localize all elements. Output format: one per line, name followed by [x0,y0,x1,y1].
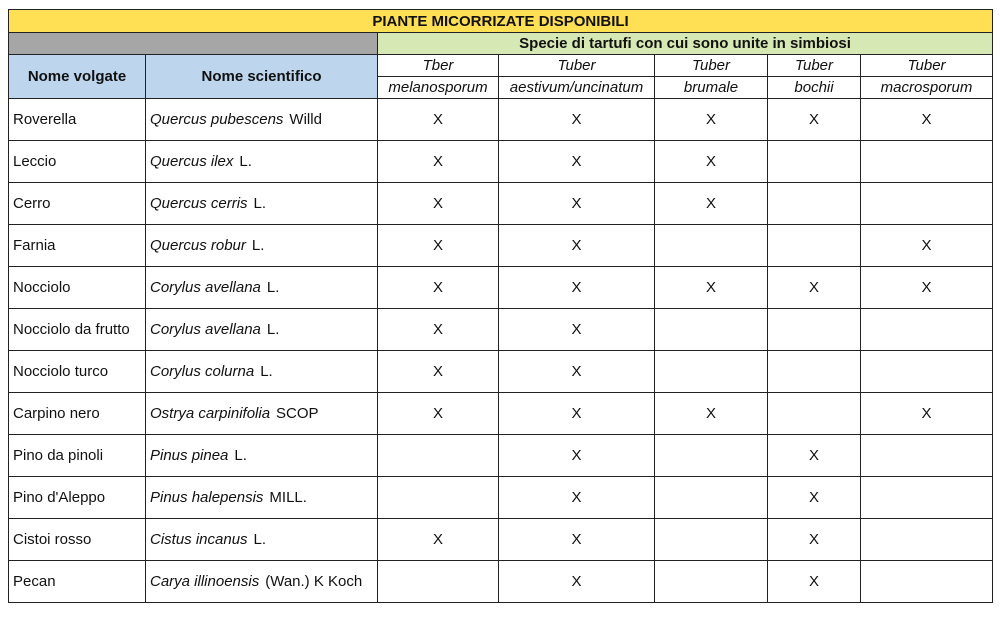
symbiosis-mark: X [499,477,655,519]
common-name-cell: Farnia [9,225,146,267]
symbiosis-mark [861,351,993,393]
authority: L. [239,153,252,170]
table-row [9,561,993,603]
symbiosis-mark: X [378,267,499,309]
scientific-name-cell [146,477,378,519]
symbiosis-mark: X [768,477,861,519]
scientific-name: Corylus avellana [150,279,261,296]
symbiosis-mark: X [768,99,861,141]
table-row [9,225,993,267]
symbiosis-mark [655,225,768,267]
symbiosis-mark [861,477,993,519]
symbiosis-mark: X [499,561,655,603]
common-name-cell: Nocciolo turco [9,351,146,393]
symbiosis-mark: X [861,267,993,309]
symbiosis-mark [655,519,768,561]
symbiosis-mark: X [378,225,499,267]
species-epithet: bochii [768,77,861,99]
symbiosis-mark [768,141,861,183]
symbiosis-mark: X [378,141,499,183]
symbiosis-mark: X [499,99,655,141]
common-name-cell: Cerro [9,183,146,225]
symbiosis-mark [861,141,993,183]
symbiosis-mark: X [499,141,655,183]
symbiosis-mark: X [499,519,655,561]
scientific-name: Ostrya carpinifolia [150,405,271,422]
scientific-name: Pinus halepensis [150,489,264,506]
table-row [9,351,993,393]
symbiosis-mark: X [499,267,655,309]
scientific-name: Quercus pubescens [150,111,284,128]
symbiosis-mark: X [655,267,768,309]
symbiosis-mark [768,225,861,267]
authority: Willd [289,111,322,128]
symbiosis-mark: X [861,393,993,435]
symbiosis-mark [655,477,768,519]
authority: L. [266,321,280,338]
symbiosis-mark: X [655,183,768,225]
species-genus: Tuber [655,55,768,77]
species-epithet: melanosporum [378,77,499,99]
authority: L. [234,447,247,464]
authority: L. [253,195,267,212]
common-name-cell: Nocciolo [9,267,146,309]
symbiosis-mark: X [499,435,655,477]
authority: L. [253,531,267,548]
species-epithet: macrosporum [861,77,993,99]
table-row [9,267,993,309]
common-name-cell: Carpino nero [9,393,146,435]
table-row [9,519,993,561]
scientific-name-cell [146,561,378,603]
common-name-cell: Cistoi rosso [9,519,146,561]
scientific-name: Carya illinoensis [150,573,260,590]
species-genus: Tuber [768,55,861,77]
table-row [9,183,993,225]
scientific-name: Quercus ilex [150,153,234,170]
symbiosis-header: Specie di tartufi con cui sono unite in simbiosi [378,33,993,55]
symbiosis-mark: X [378,519,499,561]
species-epithet: aestivum/uncinatum [499,77,655,99]
species-genus: Tber [378,55,499,77]
table-row [9,477,993,519]
species-genus: Tuber [499,55,655,77]
symbiosis-mark: X [499,225,655,267]
symbiosis-mark [861,519,993,561]
authority: L. [260,363,273,380]
table-row [9,99,993,141]
scientific-name: Quercus robur [150,237,246,254]
symbiosis-mark: X [768,519,861,561]
symbiosis-mark: X [499,309,655,351]
symbiosis-mark: X [655,393,768,435]
symbiosis-mark: X [499,183,655,225]
scientific-name-cell [146,99,378,141]
scientific-name-cell [146,519,378,561]
symbiosis-mark [655,561,768,603]
common-name-header: Nome volgate [9,55,146,99]
table-row [9,393,993,435]
common-name-cell: Leccio [9,141,146,183]
scientific-name: Pinus pinea [150,447,229,464]
mycorrhizal-plants-table [8,9,993,603]
symbiosis-mark [768,183,861,225]
symbiosis-mark: X [768,267,861,309]
authority: SCOP [276,405,319,422]
species-epithet: brumale [655,77,768,99]
symbiosis-mark [768,309,861,351]
table-row [9,435,993,477]
symbiosis-mark: X [378,393,499,435]
blank-header-cell [9,33,378,55]
scientific-name: Quercus cerris [150,195,248,212]
symbiosis-mark: X [378,183,499,225]
table-row [9,309,993,351]
symbiosis-mark: X [861,99,993,141]
scientific-name-cell [146,225,378,267]
symbiosis-mark [768,393,861,435]
scientific-name-header: Nome scientifico [146,55,378,99]
scientific-name-cell [146,435,378,477]
symbiosis-mark: X [861,225,993,267]
authority: L. [266,279,280,296]
species-genus: Tuber [861,55,993,77]
common-name-cell: Pecan [9,561,146,603]
symbiosis-mark: X [378,309,499,351]
symbiosis-mark: X [378,351,499,393]
table-title: PIANTE MICORRIZATE DISPONIBILI [9,10,993,33]
symbiosis-mark: X [768,561,861,603]
symbiosis-mark: X [655,99,768,141]
scientific-name-cell [146,351,378,393]
symbiosis-mark [655,435,768,477]
scientific-name: Corylus colurna [150,363,255,380]
common-name-cell: Pino d'Aleppo [9,477,146,519]
symbiosis-mark [655,309,768,351]
scientific-name-cell [146,267,378,309]
authority: MILL. [269,489,307,506]
symbiosis-mark [655,351,768,393]
symbiosis-mark [861,309,993,351]
authority: (Wan.) K Koch [265,573,363,590]
symbiosis-mark [378,561,499,603]
scientific-name-cell [146,141,378,183]
symbiosis-mark [861,435,993,477]
common-name-cell: Pino da pinoli [9,435,146,477]
scientific-name: Corylus avellana [150,321,261,338]
common-name-cell: Roverella [9,99,146,141]
symbiosis-mark: X [499,351,655,393]
authority: L. [251,237,265,254]
symbiosis-mark [861,561,993,603]
symbiosis-mark: X [768,435,861,477]
table-row [9,141,993,183]
scientific-name-cell [146,393,378,435]
symbiosis-mark [861,183,993,225]
symbiosis-mark: X [499,393,655,435]
symbiosis-mark [768,351,861,393]
symbiosis-mark: X [378,99,499,141]
scientific-name: Cistus incanus [150,531,248,548]
scientific-name-cell [146,183,378,225]
symbiosis-mark [378,435,499,477]
symbiosis-mark: X [655,141,768,183]
common-name-cell: Nocciolo da frutto [9,309,146,351]
scientific-name-cell [146,309,378,351]
symbiosis-mark [378,477,499,519]
